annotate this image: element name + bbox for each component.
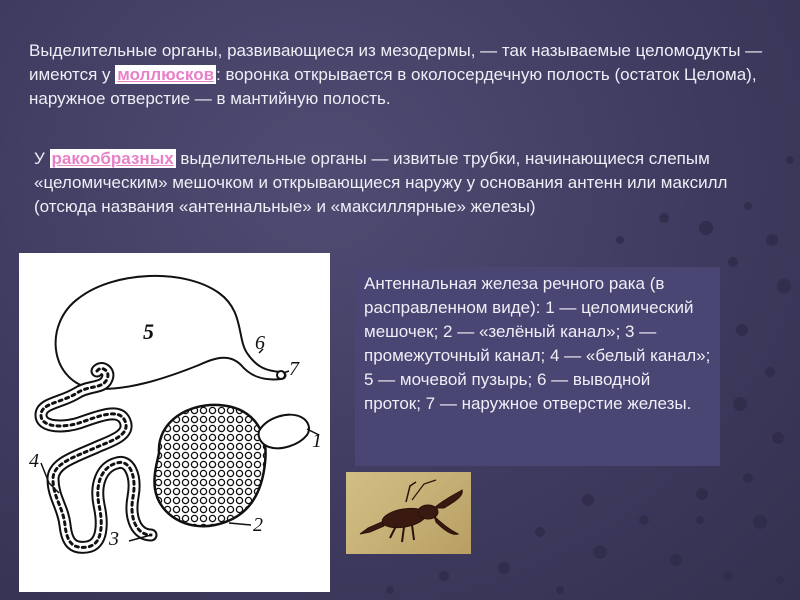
label-3: 3	[109, 528, 119, 550]
link-crustaceans[interactable]: ракообразных	[51, 149, 174, 168]
label-2: 2	[253, 514, 263, 536]
label-6: 6	[255, 332, 265, 354]
bladder-shape	[56, 276, 286, 389]
label-4: 4	[29, 450, 39, 472]
paragraph-text: Выделительные органы, развивающиеся из мезодермы, — так называемые целомодукты — имеются у	[29, 41, 763, 84]
green-canal-shape	[154, 405, 265, 526]
paragraph-text: : воронка открывается в околосердечную полость (остаток Целома), наружное отверстие — в мантийную полость.	[29, 65, 757, 108]
label-5: 5	[143, 319, 154, 344]
paragraph-text: выделительные органы — извитые трубки, начинающиеся слепым «целомическим» мешочком и открывающиеся наружу у основания антенн или максилл (отсюда названия «антеннальные» и «максиллярные» железы)	[34, 149, 728, 216]
antennal-gland-diagram	[19, 253, 330, 592]
label-7: 7	[289, 358, 299, 380]
coelomic-sac-shape	[259, 415, 309, 449]
label-1: 1	[312, 430, 322, 452]
caption-text: Антеннальная железа речного рака (в расправленном виде): 1 — целомический мешочек; 2 — «зелёный канал»; 3 — промежуточный канал; 4 — «белый канал»; 5 — мочевой пузырь; 6 — выводной проток; 7 — наружное отверстие железы.	[364, 274, 711, 413]
link-mollusks[interactable]: моллюсков	[117, 65, 215, 84]
paragraph-crustaceans	[34, 147, 734, 219]
paragraph-text: У	[34, 149, 50, 168]
figure-caption	[355, 267, 720, 466]
paragraph-mollusks	[29, 39, 764, 111]
crayfish-photo	[346, 472, 471, 554]
